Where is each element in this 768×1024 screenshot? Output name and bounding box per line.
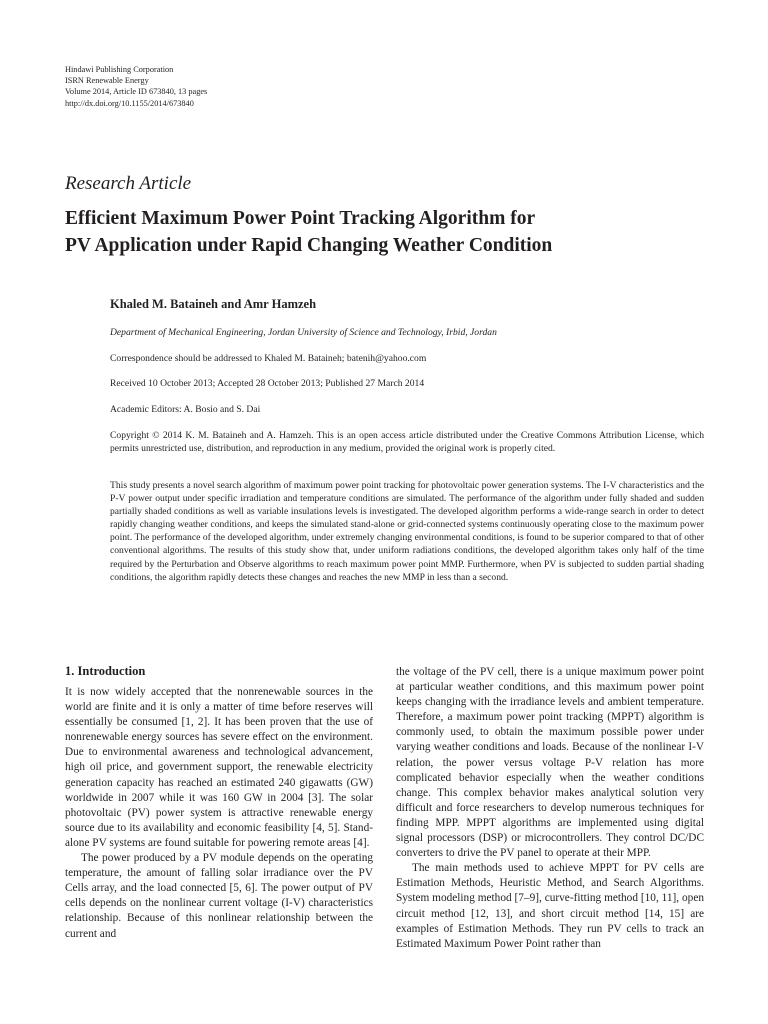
paragraph: The main methods used to achieve MPPT for PV cells are Estimation Methods, Heuristic Method, and Search Algorithms. System modeling method [7–9], curve-fitting method [10, 11], open circuit method [12, 13], and short circuit method [14, 15] are examples of Estimation Methods. They run PV cells to track an Estimated Maximum Power Point rather than	[396, 862, 704, 950]
publisher-line: Hindawi Publishing Corporation	[65, 65, 174, 74]
correspondence: Correspondence should be addressed to Khaled M. Bataineh; batenih@yahoo.com	[110, 353, 427, 364]
publication-dates: Received 10 October 2013; Accepted 28 October 2013; Published 27 March 2014	[110, 378, 425, 389]
article-type: Research Article	[65, 173, 192, 194]
academic-editors: Academic Editors: A. Bosio and S. Dai	[110, 404, 261, 415]
abstract: This study presents a novel search algorithm of maximum power point tracking for photovoltaic power generation systems. The I-V characteristics and the P-V power output under specific irradiation and temperature conditions are simulated. The performance of the algorithm under fully shaded and sudden partially shaded conditions as well as variable insulations levels is investigated. The developed algorithm performs a wide-range search in order to detect rapidly changing weather conditions, and keeps the simulated stand-alone or grid-connected systems continuously operating close to the maximum power point. The performance of the developed algorithm, under extremely changing environmental conditions, is found to be superior compared to that of other conventional algorithms. The results of this study show that, under uniform radiations conditions, the developed algorithm takes only half of the time required by the Perturbation and Observe algorithms to reach maximum power point MMP. Furthermore, when PV is subjected to sudden partial shading conditions, the algorithm rapidly detects these changes and reaches the new MMP in less than a second.	[110, 480, 704, 583]
right-column	[396, 665, 704, 952]
title-line: PV Application under Rapid Changing Weather Condition	[65, 235, 553, 256]
section-heading: 1. Introduction	[65, 664, 146, 678]
copyright-notice: Copyright © 2014 K. M. Bataineh and A. Hamzeh. This is an open access article distributed under the Creative Commons Attribution License, which permits unrestricted use, distribution, and reproduction in any medium, provided the original work is properly cited.	[110, 430, 704, 454]
paper-title	[65, 205, 715, 259]
doi-link[interactable]: http://dx.doi.org/10.1155/2014/673840	[65, 98, 194, 108]
paragraph: It is now widely accepted that the nonrenewable sources in the world are finite and it is only a matter of time before reserves will essentially be consumed [1, 2]. It has been proven that the use of nonrenewable energy sources has severe effect on the environment. Due to environmental awareness and technological advancement, high oil price, and government support, the renewable electricity generation capacity has reached an estimated 240 gigawatts (GW) worldwide in 2007 while it was 160 GW in 2004 [3]. The solar photovoltaic (PV) power system is attractive renewable energy source due to its availability and economic feasibility [4, 5]. Stand-alone PV systems are found suitable for powering remote areas [4].	[65, 686, 373, 849]
paragraph: the voltage of the PV cell, there is a unique maximum power point at particular weather conditions, and this maximum power point keeps changing with the irradiance levels and ambient temperature. Therefore, a maximum power point tracking (MPPT) algorithm is commonly used, to obtain the maximum possible power under varying weather conditions and loads. Because of the nonlinear I-V relation, the power versus voltage P-V relation has more complicated behavior especially when the weather conditions change. This complex behavior makes analytical solution very difficult and force researchers to develop numerous techniques for finding MPP. MPPT algorithms are implemented using digital signal processors (DSP) or microcontrollers. They control DC/DC converters to drive the PV panel to operate at their MPP.	[396, 666, 704, 860]
journal-line: ISRN Renewable Energy	[65, 76, 149, 86]
paragraph: The power produced by a PV module depends on the operating temperature, the amount of falling solar irradiance over the PV Cells array, and the load connected [5, 6]. The power output of PV cells depends on the nonlinear current voltage (I-V) characteristics relationship. Because of this nonlinear relationship between the current and	[65, 852, 373, 940]
volume-line: Volume 2014, Article ID 673840, 13 pages	[65, 87, 208, 97]
journal-header	[65, 64, 207, 109]
title-line: Efficient Maximum Power Point Tracking Algorithm for	[65, 208, 536, 229]
affiliation: Department of Mechanical Engineering, Jordan University of Science and Technology, Irbid, Jordan	[110, 327, 497, 338]
left-column	[65, 685, 373, 942]
authors: Khaled M. Bataineh and Amr Hamzeh	[110, 297, 317, 311]
